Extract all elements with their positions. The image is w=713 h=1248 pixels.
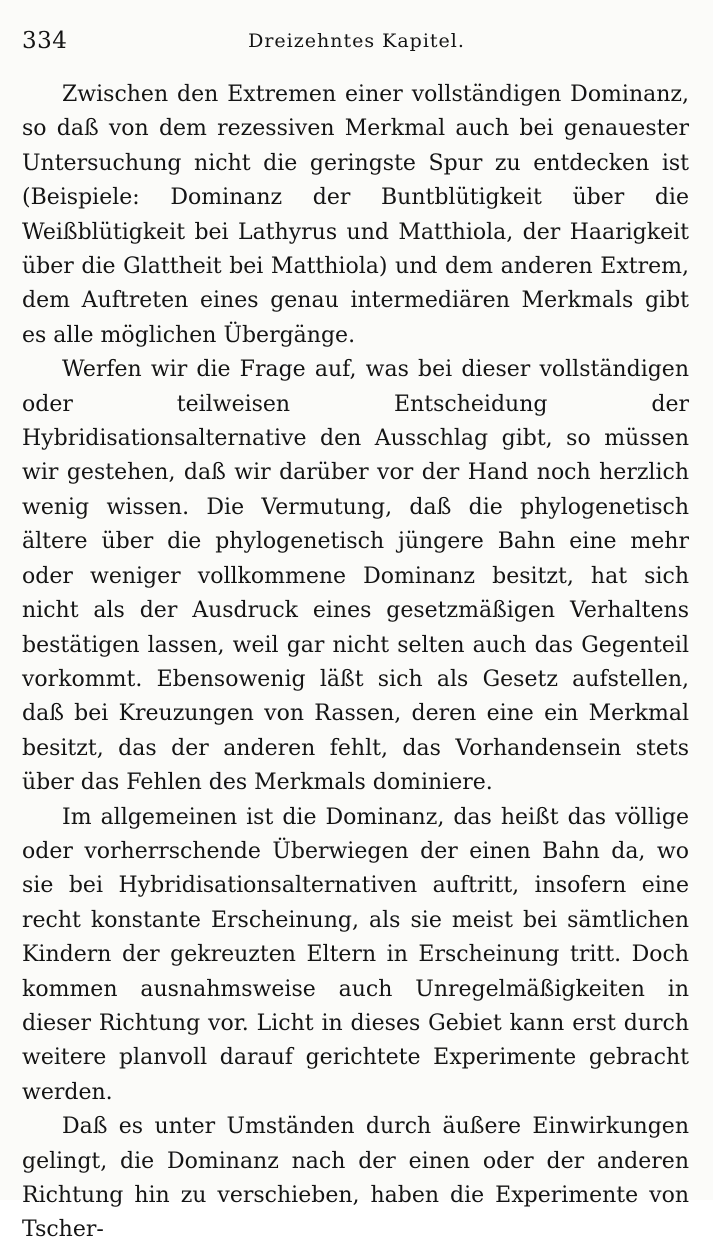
- chapter-title: Dreizehntes Kapitel.: [248, 30, 465, 52]
- page-number: 334: [22, 28, 68, 54]
- paragraph-1: Zwischen den Extremen einer vollständigen Dominanz, so daß von dem rezessiven Merkmal auch bei genauester Untersuchung nicht die geringste Spur zu entdecken ist (Beispiele: Dominanz der Buntblütigkeit über die Weißblütigkeit bei Lathyrus und Matthiola, der Haarigkeit über die Glattheit bei Matthiola) und dem anderen Extrem, dem Auftreten eines genau intermediären Merkmals gibt es alle möglichen Übergänge.: [22, 82, 689, 348]
- paragraph-4: Daß es unter Umständen durch äußere Einwirkungen gelingt, die Dominanz nach der einen oder der anderen Richtung hin zu verschieben, haben die Experimente von Tscher-: [22, 1114, 689, 1243]
- paragraph-3: Im allgemeinen ist die Dominanz, das heißt das völlige oder vorherrschende Überwiegen der einen Bahn da, wo sie bei Hybridisationsalternativen auftritt, insofern eine recht konstante Erscheinung, als sie meist bei sämtlichen Kindern der gekreuzten Eltern in Erscheinung tritt. Doch kommen ausnahmsweise auch Unregelmäßigkeiten in dieser Richtung vor. Licht in dieses Gebiet kann erst durch weitere planvoll darauf gerichtete Experimente gebracht werden.: [22, 804, 689, 1105]
- paragraph-2: Werfen wir die Frage auf, was bei dieser vollständigen oder teilweisen Entscheidung der Hybridisationsalternative den Ausschlag gibt, so müssen wir gestehen, daß wir darüber vor der Hand noch herzlich wenig wissen. Die Vermutung, daß die phylogenetisch ältere über die phylogenetisch jüngere Bahn eine mehr oder weniger vollkommene Dominanz besitzt, hat sich nicht als der Ausdruck eines gesetzmäßigen Verhaltens bestätigen lassen, weil gar nicht selten auch das Gegenteil vorkommt. Ebensowenig läßt sich als Gesetz aufstellen, daß bei Kreuzungen von Rassen, deren eine ein Merkmal besitzt, das der anderen fehlt, das Vorhandensein stets über das Fehlen des Merkmals dominiere.: [22, 357, 689, 796]
- body-text: [22, 78, 689, 1248]
- running-head: [22, 28, 691, 58]
